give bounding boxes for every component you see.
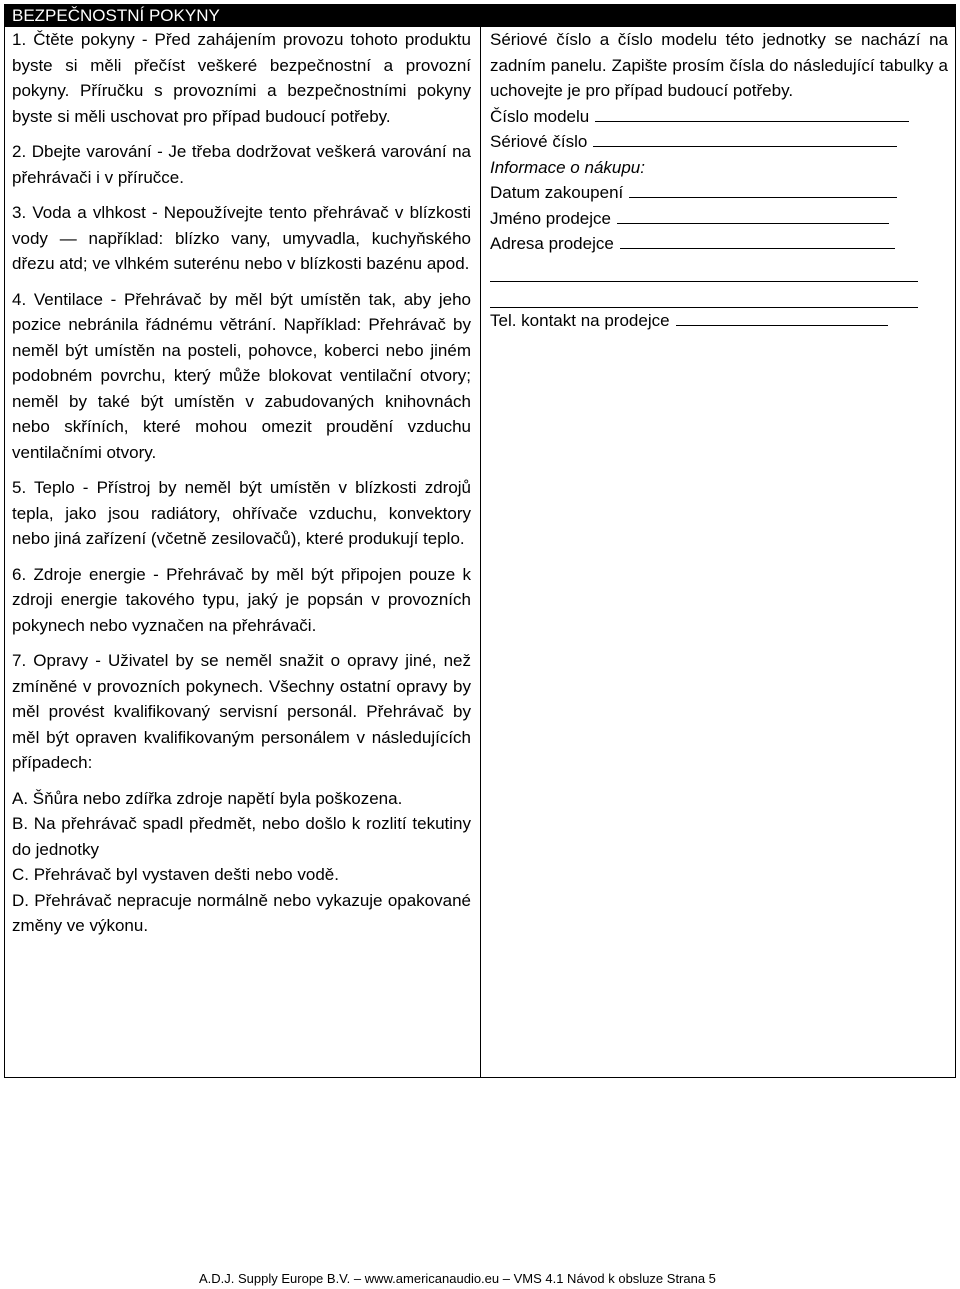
dealer-phone-line[interactable] [676,308,888,326]
dealer-address-field[interactable] [490,231,948,257]
repair-cases-list [12,786,471,939]
dealer-address-label: Adresa prodejce [490,234,614,253]
dealer-phone-label: Tel. kontakt na prodejce [490,310,670,330]
serial-number-label: Sériové číslo [490,132,588,151]
dealer-phone-field[interactable] [490,308,948,334]
dealer-address-line-3[interactable] [490,282,918,308]
instruction-7: 7. Opravy - Uživatel by se neměl snažit o opravy jiné, než zmíněné v provozních pokynech. Všechny ostatní opravy by měl provést kvalifikovaný servisní personál. Přehrávač by měl být opraven kvalifikovaným personálem v následujících případech: [12,651,471,772]
serial-number-field[interactable] [490,129,948,155]
dealer-address-line[interactable] [620,231,895,249]
instruction-4: 4. Ventilace - Přehrávač by měl být umístěn tak, aby jeho pozice nebránila řádnému větrání. Například: Přehrávač by neměl být umístěn na posteli, pohovce, koberci nebo jiném podobném povrchu, který může blokovat ventilační otvory; neměl by také být umístěn v zabudovaných knihovnách nebo skříních, které mohou omezit proudění vzduchu ventilačními otvory. [12,289,471,462]
instruction-2: 2. Dbejte varování - Je třeba dodržovat veškerá varování na přehrávači i v příručce. [12,142,471,187]
section-header: BEZPEČNOSTNÍ POKYNY [4,4,956,27]
safety-instructions-column [12,27,471,939]
instruction-3: 3. Voda a vlhkost - Nepoužívejte tento přehrávač v blízkosti vody — například: blízko vany, umyvadla, kuchyňského dřezu atd; ve vlhkém suterénu nebo v blízkosti bazénu apod. [12,203,471,273]
repair-case-c: C. Přehrávač byl vystaven dešti nebo vodě. [12,865,339,884]
instruction-1: 1. Čtěte pokyny - Před zahájením provozu tohoto produktu byste si měli přečíst veškeré bezpečnostní a provozní pokyny. Příručku s provozními a bezpečnostními pokyny byste si měli uschovat pro případ budoucí potřeby. [12,30,471,126]
purchase-info-heading: Informace o nákupu: [490,157,645,177]
purchase-date-field[interactable] [490,180,948,206]
dealer-address-line-2[interactable] [490,257,918,283]
page-footer: A.D.J. Supply Europe B.V. – www.americanaudio.eu – VMS 4.1 Návod k obsluze Strana 5 [199,1271,716,1286]
serial-intro-text: Sériové číslo a číslo modelu této jednotky se nachází na zadním panelu. Zapište prosím čísla do následující tabulky a uchovejte je pro případ budoucí potřeby. [490,30,948,100]
dealer-name-line[interactable] [617,206,889,224]
dealer-name-field[interactable] [490,206,948,232]
model-number-label: Číslo modelu [490,106,590,126]
serial-number-line[interactable] [593,129,897,147]
column-divider [480,27,481,1078]
repair-case-a: A. Šňůra nebo zdířka zdroje napětí byla poškozena. [12,788,403,808]
instruction-5: 5. Teplo - Přístroj by neměl být umístěn v blízkosti zdrojů tepla, jako jsou radiátory, ohřívače vzduchu, konvektory nebo jiná zařízení (včetně zesilovačů), které produkují teplo. [12,478,471,548]
model-number-field[interactable] [490,104,948,130]
product-info-column [490,27,948,333]
repair-case-d: D. Přehrávač nepracuje normálně nebo vykazuje opakované změny ve výkonu. [12,890,471,935]
model-number-line[interactable] [595,104,909,122]
dealer-name-label: Jméno prodejce [490,208,611,228]
purchase-date-line[interactable] [629,180,897,198]
instruction-6: 6. Zdroje energie - Přehrávač by měl být připojen pouze k zdroji energie takového typu, jaký je popsán v provozních pokynech nebo vyznačen na přehrávači. [12,564,471,635]
repair-case-b: B. Na přehrávač spadl předmět, nebo došlo k rozlití tekutiny do jednotky [12,814,471,859]
purchase-date-label: Datum zakoupení [490,183,624,202]
